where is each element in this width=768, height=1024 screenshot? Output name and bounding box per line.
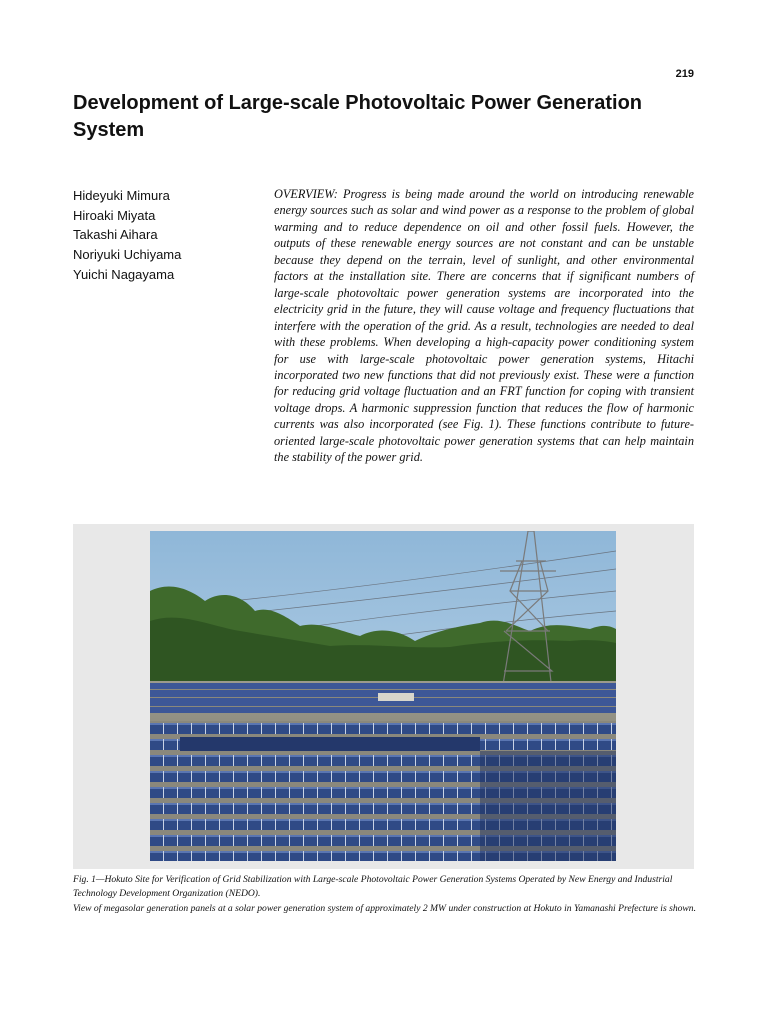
article-title: Development of Large-scale Photovoltaic Power Generation System: [73, 92, 643, 141]
overview-abstract: OVERVIEW: Progress is being made around the world on introducing renewable energy sources such as solar and wind power as a response to the problem of global warming and to reduce dependence on oil and other fossil fuels. However, the outputs of these renewable energy sources are not constant and can be unstable because they depend on the terrain, level of sunlight, and other environmental factors at the installation site. There are concerns that if significant numbers of large-scale photovoltaic power generation systems are incorporated into the electricity grid in the future, they will cause voltage and frequency fluctuations that interfere with the operation of the grid. As a result, technologies are needed to deal with these problems. When developing a high-capacity power conditioning system for use with large-scale photovoltaic power generation systems, Hitachi incorporated two new functions that did not previously exist. These were a function for reducing grid voltage fluctuation and an FRT function for coping with transient voltage drops. A harmonic suppression function that reduces the flow of harmonic currents was also incorporated (see Fig. 1). These functions contribute to future-oriented large-scale photovoltaic power generation systems that can help maintain the stability of the power grid.: [274, 187, 694, 465]
author-name: Hiroaki Miyata: [73, 207, 156, 223]
author-name: Takashi Aihara: [73, 227, 158, 243]
author-name: Hideyuki Mimura: [73, 188, 170, 203]
figure-caption-title: Fig. 1—Hokuto Site for Verification of Grid Stabilization with Large-scale Photovoltaic Power Generation Systems Operated by New Energy and Industrial Technology Development Organization (NEDO).: [73, 874, 673, 900]
solar-farm-photo: [150, 531, 616, 861]
author-name: Yuichi Nagayama: [73, 266, 175, 282]
page-number: 219: [675, 68, 694, 80]
figure-panel: [73, 524, 694, 869]
author-list: [73, 186, 253, 285]
author-name: Noriyuki Uchiyama: [73, 247, 182, 263]
figure-caption: [73, 873, 698, 916]
figure-caption-body: View of megasolar generation panels at a solar power generation system of approximately 2 MW under construction at Hokuto in Yamanashi Prefecture is shown.: [73, 902, 697, 914]
